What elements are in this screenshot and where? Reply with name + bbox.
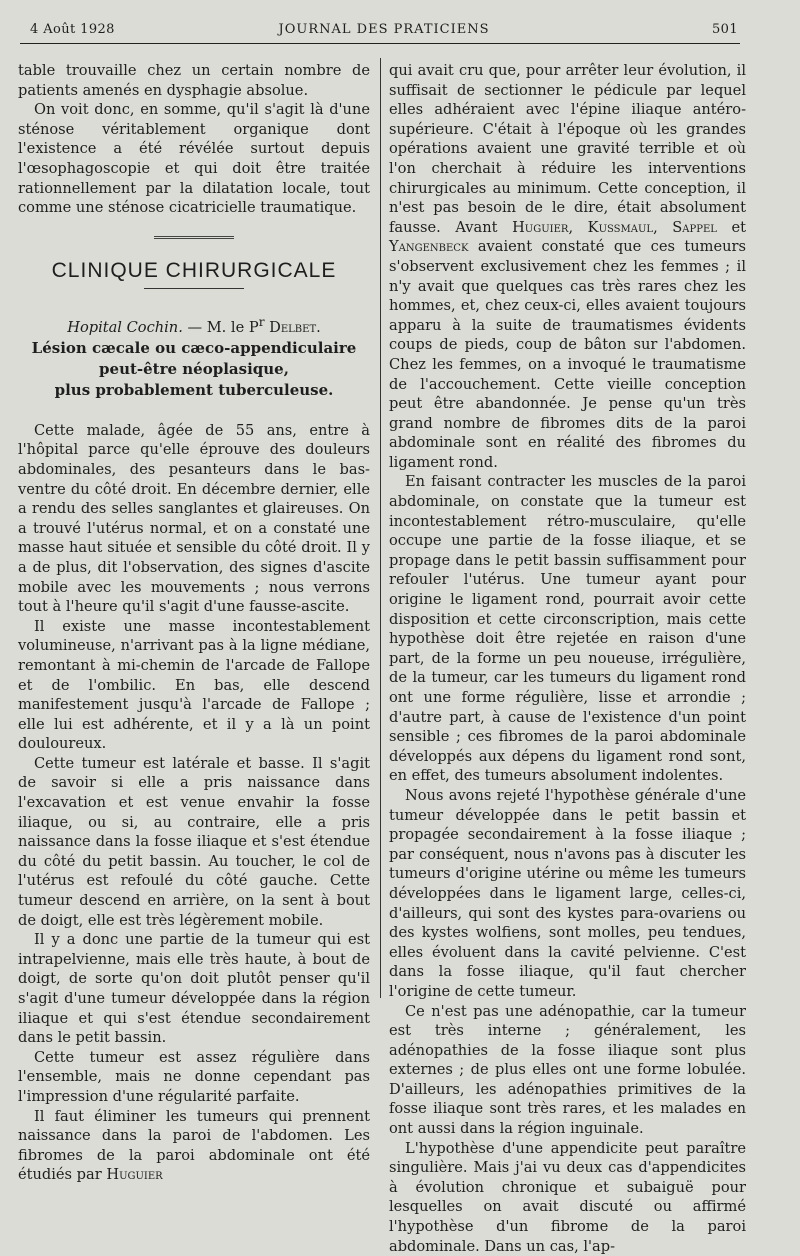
paragraph-text: avaient constaté que ces tumeurs s'observent exclusivement chez les femmes ; il n'y avait que quelques cas très rares chez les hommes, et, chez ceux-ci, elles avaient toujours apparu à la suite de traumatismes évidents coups de pieds, coup de bâton sur l'abdomen. Chez les femmes, on a invoqué le traumatisme de l'accouchement. Cette vieille conception peut être abandonnée. Je pense qu'un très grand nombre de fibromes dits de la paroi abdominale sont en réalité des fibromes du ligament rond. [389, 238, 746, 471]
paragraph: table trouvaille chez un certain nombre de patients amenés en dysphagie absolue. [18, 62, 370, 99]
paragraph: L'hypothèse d'une appendicite peut paraître singulière. Mais j'ai vu deux cas d'appendicites à évolution chronique et subaiguë pour lesquelles on avait discuté ou affirmé l'hypothèse d'un fibrome de la paroi abdominale. Dans un cas, l'ap- [389, 1139, 746, 1255]
paragraph-text: qui avait cru que, pour arrêter leur évolution, il suffisait de sectionner le pédicule par lequel elles adhéraient avec l'épine iliaque antéro-supérieure. C'était à l'époque où les grandes opérations avaient une gravité terrible et où l'on cherchait à réduire les interventions chirurgicales au minimum. Cette conception, il n'est pas besoin de le dire, était absolument fausse. Avant [389, 62, 746, 236]
hospital-line [18, 313, 370, 337]
paragraph: Il existe une masse incontestablement volumineuse, n'arrivant pas à la ligne médiane, remontant à mi-chemin de l'arcade de Fallope et de l'ombilic. En bas, elle descend manifestement jusqu'à l'arcade de Fallope ; elle lui est adhérente, et il y a là un point douloureux. [18, 617, 370, 753]
issue-date: 4 Août 1928 [30, 22, 115, 37]
paragraph-text: Il faut éliminer les tumeurs qui prennent naissance dans la paroi de l'abdomen. Les fibromes de la paroi abdominale ont été étudiés par [18, 1107, 370, 1184]
separator-text: , [568, 218, 588, 236]
separator-text: , [653, 218, 673, 236]
paragraph: On voit donc, en somme, qu'il s'agit là d'une sténose véritablement organique dont l'existence a été révélée surtout depuis l'œsophagoscopie et qui doit être traitée rationnellement par la dilatation locale, tout comme une sténose cicatricielle traumatique. [18, 101, 370, 217]
title-superscript: r [258, 315, 265, 330]
paragraph [18, 1107, 370, 1185]
paragraph: Il y a donc une partie de la tumeur qui est intrapelvienne, mais elle très haute, à bout de doigt, de sorte qu'on doit plutôt penser qu'il s'agit d'une tumeur développée dans la région iliaque et qui s'est étendue secondairement dans le petit bassin. [18, 931, 370, 1047]
author-name: Huguier [106, 1166, 163, 1184]
case-heading-line: plus probablement tuberculeuse. [54, 380, 334, 399]
separator-text: et [716, 218, 747, 236]
paragraph: Ce n'est pas une adénopathie, car la tumeur est très interne ; généralement, les adénopathies de la fosse iliaque sont plus externes ; de plus elles ont une forme lobulée. D'ailleurs, les adénopathies primitives de la fosse iliaque sont très rares, et les malades en ont aussi dans la région inguinale. [389, 1002, 746, 1138]
author-name: Kussmaul [587, 218, 654, 236]
paragraph: Nous avons rejeté l'hypothèse générale d'une tumeur développée dans le petit bassin et propagée secondairement à la fosse iliaque ; par conséquent, nous n'avons pas à discuter les tumeurs d'origine utérine ou même les tumeurs développées dans le ligament large, celles-ci, d'ailleurs, qui sont des kystes para-ovariens ou des kystes wolfiens, sont molles, peu tendues, elles évoluent dans la cavité pelvienne. C'est dans la fosse iliaque, qu'il faut chercher l'origine de cette tumeur. [389, 786, 746, 1000]
author-name: Yangenbeck [389, 238, 469, 256]
page-number: 501 [711, 22, 738, 37]
surgeon-name: Delbet. [269, 319, 321, 337]
hospital-dash: — M. le P [182, 319, 259, 337]
hospital-name: Hopital Cochin. [67, 319, 183, 337]
title-underline [144, 288, 244, 289]
paragraph: Cette tumeur est latérale et basse. Il s'agit de savoir si elle a pris naissance dans l'excavation et est venue envahir la fosse iliaque, ou si, au contraire, elle a pris naissance dans la fosse iliaque et s'est étendue du côté du petit bassin. Au toucher, le col de l'utérus est refoulé du côté gauche. Cette tumeur descend en arrière, on la sent à bout de doigt, elle est très légèrement mobile. [18, 754, 370, 929]
paragraph: En faisant contracter les muscles de la paroi abdominale, on constate que la tumeur est incontestablement rétro-musculaire, qu'elle occupe une partie de la fosse iliaque, et se propage dans le petit bassin suffisamment pour refouler l'utérus. Une tumeur ayant pour origine le ligament rond, pourrait avoir cette disposition et cette circonscription, mais cette hypothèse doit être rejetée en raison d'une part, de la forme un peu noueuse, irrégulière, de la tumeur, car les tumeurs du ligament rond ont une forme régulière, lisse et arrondie ; d'autre part, à cause de l'existence d'un point sensible ; ces fibromes de la paroi abdominale développés aux dépens du ligament rond sont, en effet, des tumeurs absolument indolentes. [389, 473, 746, 785]
paragraph: Cette tumeur est assez régulière dans l'ensemble, mais ne donne cependant pas l'impression d'une régularité parfaite. [18, 1048, 370, 1105]
right-column [389, 61, 746, 1256]
column-divider [380, 58, 381, 998]
case-heading-line: Lésion cæcale ou cæco-appendiculaire [31, 338, 357, 357]
case-heading [18, 338, 370, 401]
header-rule [20, 43, 740, 44]
running-header [30, 22, 738, 40]
paragraph [389, 61, 746, 472]
left-column [18, 61, 370, 1185]
section-title: CLINIQUE CHIRURGICALE [51, 258, 337, 282]
section-separator [154, 236, 234, 239]
case-heading-line: peut-être néoplasique, [99, 359, 289, 378]
paragraph: Cette malade, âgée de 55 ans, entre à l'hôpital parce qu'elle éprouve des douleurs abdominales, des pesanteurs dans le bas-ventre du côté droit. En décembre dernier, elle a rendu des selles sanglantes et glaireuses. On a trouvé l'utérus normal, et on a constaté une masse haut située et sensible du côté droit. Il y a de plus, dit l'observation, des signes d'ascite mobile avec les mouvements ; nous verrons tout à l'heure qu'il s'agit d'une fausse-ascite. [18, 421, 370, 616]
journal-title: JOURNAL DES PRATICIENS [278, 22, 490, 37]
author-name: Huguier [512, 218, 569, 236]
author-name: Sappel [672, 218, 717, 236]
